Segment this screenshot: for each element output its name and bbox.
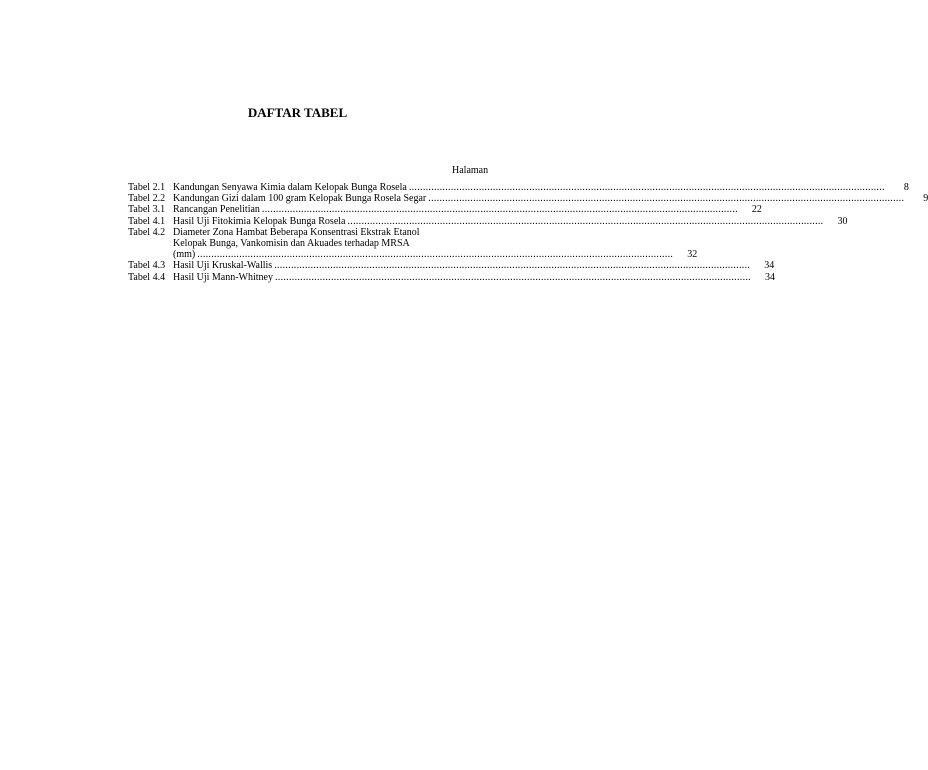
page-column-header: Halaman [452,165,489,176]
list-item[interactable] [128,271,775,283]
table-number: Tabel 2.1 [128,182,166,193]
table-number: Tabel 4.3 [128,260,166,272]
list-item[interactable] [128,204,762,216]
page-number: 34 [764,260,775,272]
table-caption: Hasil Uji Kruskal-Wallis [173,260,273,272]
page-number: 9 [923,193,928,205]
dot-leader [262,204,738,215]
table-caption-line: Kelopak Bunga, Vankomisin dan Akuades terhadap MRSA [173,238,410,250]
table-number: Tabel 4.2 [128,226,166,238]
page-title: DAFTAR TABEL [247,105,348,120]
table-caption: Kandungan Senyawa Kimia dalam Kelopak Bunga Rosela [173,182,407,193]
list-item[interactable] [128,226,698,261]
dot-leader [409,182,885,193]
list-item[interactable] [128,260,775,272]
page-number: 34 [764,271,775,283]
table-number: Tabel 3.1 [128,204,166,216]
table-caption-line: Diameter Zona Hambat Beberapa Konsentrasi Ekstrak Etanol [173,226,420,238]
list-item[interactable] [128,193,928,205]
table-caption: (mm) [173,249,196,261]
table-number: Tabel 4.1 [128,215,166,227]
page-number: 22 [751,204,762,216]
page-number: 30 [837,215,848,227]
table-caption: Hasil Uji Fitokimia Kelopak Bunga Rosela [173,215,346,227]
table-caption: Kandungan Gizi dalam 100 gram Kelopak Bunga Rosela Segar [173,193,427,205]
dot-leader [347,216,823,227]
table-caption: Hasil Uji Mann-Whitney [173,271,273,283]
table-list [128,182,928,283]
dot-leader [428,193,904,204]
table-number: Tabel 4.4 [128,271,166,283]
dot-leader [274,260,750,271]
table-caption: Rancangan Penelitian [173,204,260,216]
dot-leader [275,272,751,283]
dot-leader [197,249,673,260]
list-item[interactable] [128,182,909,193]
list-item[interactable] [128,215,848,227]
page-number: 8 [903,182,909,193]
page-number: 32 [687,249,698,261]
table-number: Tabel 2.2 [128,193,166,205]
